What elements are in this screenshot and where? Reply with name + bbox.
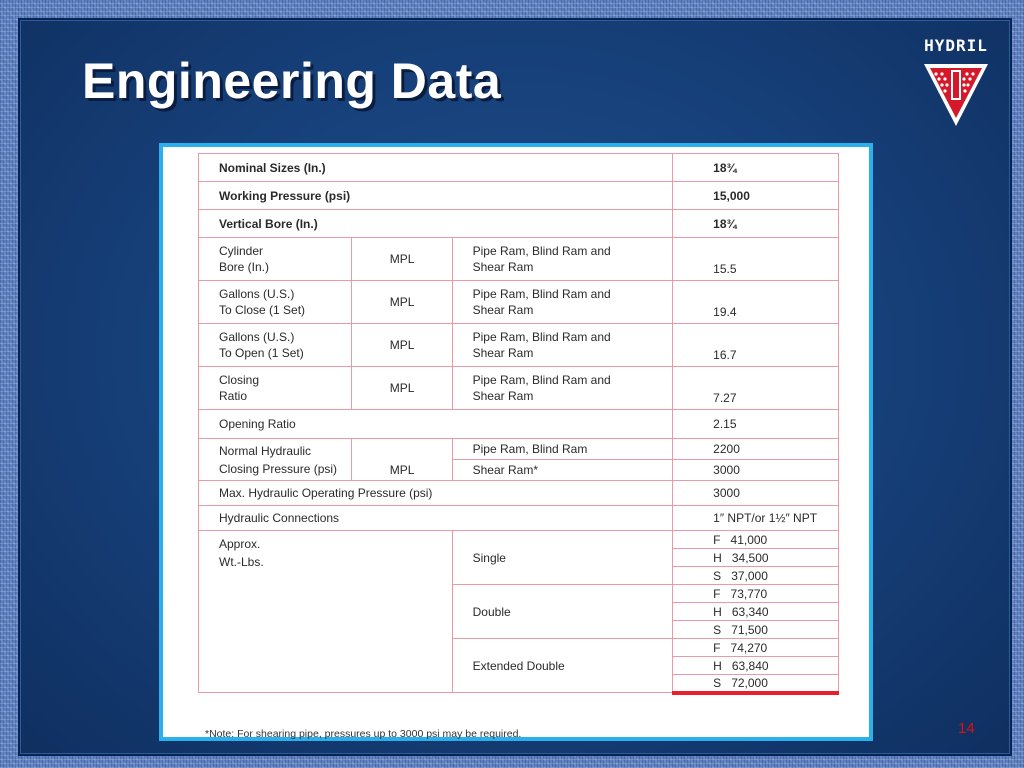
weight-value: S 72,000	[673, 675, 839, 693]
weight-value: H 63,340	[673, 603, 839, 621]
table-row	[199, 481, 839, 506]
opening-ratio-value: 2.15	[673, 410, 839, 439]
normal-hydraulic-ram1: Pipe Ram, Blind Ram	[452, 439, 673, 460]
cylinder-bore-rams: Pipe Ram, Blind Ram and Shear Ram	[452, 238, 673, 281]
gallons-close-type: MPL	[351, 281, 452, 324]
normal-hydraulic-label: Normal Hydraulic Closing Pressure (psi)	[199, 439, 352, 481]
slide-title: Engineering Data	[82, 53, 502, 109]
table-row	[199, 531, 839, 549]
weights-group-name: Extended Double	[452, 639, 673, 693]
closing-ratio-type: MPL	[351, 367, 452, 410]
slide	[18, 18, 1012, 756]
table-row	[199, 506, 839, 531]
weights-label: Approx. Wt.-Lbs.	[199, 531, 453, 693]
weight-value: H 34,500	[673, 549, 839, 567]
max-hydraulic-label: Max. Hydraulic Operating Pressure (psi)	[199, 481, 673, 506]
normal-hydraulic-ram2: Shear Ram*	[452, 460, 673, 481]
vertical-bore-value: 18¾	[673, 210, 839, 238]
table-row	[199, 410, 839, 439]
gallons-open-rams: Pipe Ram, Blind Ram and Shear Ram	[452, 324, 673, 367]
table-row	[199, 182, 839, 210]
table-row	[199, 281, 839, 324]
nominal-sizes-label: Nominal Sizes (In.)	[199, 154, 673, 182]
table-row	[199, 324, 839, 367]
weight-value: F 73,770	[673, 585, 839, 603]
engineering-data-table	[198, 153, 839, 695]
hydril-emblem-icon	[922, 62, 990, 128]
vertical-bore-label: Vertical Bore (In.)	[199, 210, 673, 238]
hydril-logo	[916, 36, 996, 128]
cylinder-bore-value: 15.5	[673, 238, 839, 281]
gallons-close-rams: Pipe Ram, Blind Ram and Shear Ram	[452, 281, 673, 324]
cylinder-bore-label: Cylinder Bore (In.)	[199, 238, 352, 281]
footnote: *Note: For shearing pipe, pressures up to 3000 psi may be required.	[205, 728, 522, 740]
weight-value: F 74,270	[673, 639, 839, 657]
weight-value: S 37,000	[673, 567, 839, 585]
hydraulic-connections-label: Hydraulic Connections	[199, 506, 673, 531]
working-pressure-label: Working Pressure (psi)	[199, 182, 673, 210]
normal-hydraulic-value2: 3000	[673, 460, 839, 481]
weight-value: H 63,840	[673, 657, 839, 675]
gallons-open-label: Gallons (U.S.) To Open (1 Set)	[199, 324, 352, 367]
weights-group-name: Double	[452, 585, 673, 639]
logo-text: HYDRIL	[924, 36, 988, 55]
normal-hydraulic-type: MPL	[351, 439, 452, 481]
gallons-close-label: Gallons (U.S.) To Close (1 Set)	[199, 281, 352, 324]
weight-value: F 41,000	[673, 531, 839, 549]
weight-value: S 71,500	[673, 621, 839, 639]
closing-ratio-label: Closing Ratio	[199, 367, 352, 410]
page-number: 14	[958, 720, 975, 737]
working-pressure-value: 15,000	[673, 182, 839, 210]
engineering-data-panel	[159, 143, 873, 741]
weights-group-name: Single	[452, 531, 673, 585]
table-row	[199, 238, 839, 281]
normal-hydraulic-value1: 2200	[673, 439, 839, 460]
table-row	[199, 154, 839, 182]
closing-ratio-rams: Pipe Ram, Blind Ram and Shear Ram	[452, 367, 673, 410]
cylinder-bore-type: MPL	[351, 238, 452, 281]
table-row	[199, 210, 839, 238]
gallons-close-value: 19.4	[673, 281, 839, 324]
gallons-open-value: 16.7	[673, 324, 839, 367]
closing-ratio-value: 7.27	[673, 367, 839, 410]
hydraulic-connections-value: 1″ NPT/or 1½″ NPT	[673, 506, 839, 531]
gallons-open-type: MPL	[351, 324, 452, 367]
table-row	[199, 439, 839, 460]
table-row	[199, 367, 839, 410]
max-hydraulic-value: 3000	[673, 481, 839, 506]
nominal-sizes-value: 18¾	[673, 154, 839, 182]
opening-ratio-label: Opening Ratio	[199, 410, 673, 439]
